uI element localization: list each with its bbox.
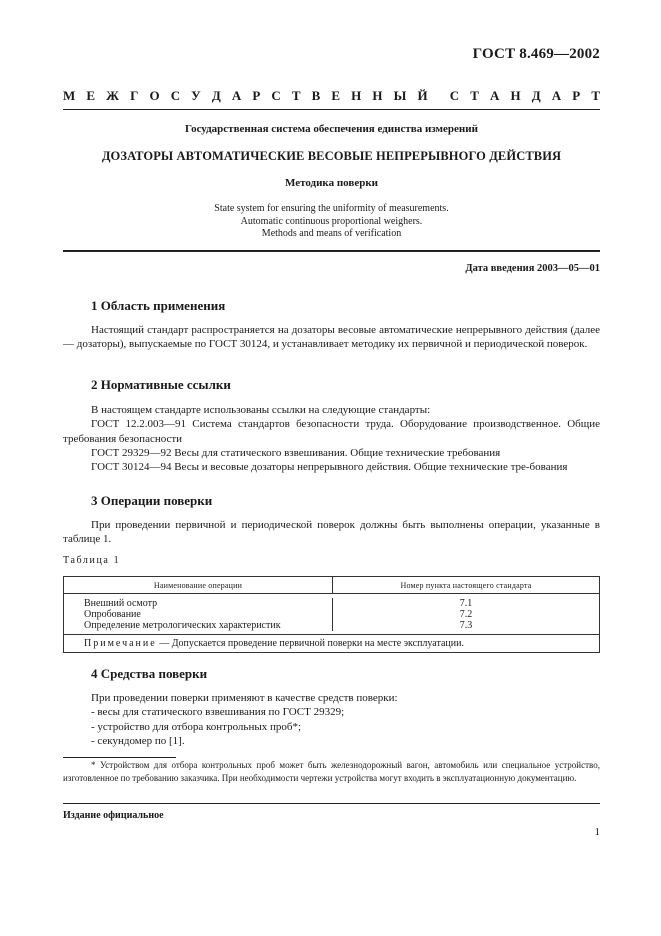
- section-heading-references: 2 Нормативные ссылки: [91, 377, 231, 392]
- document-subtitle: Методика поверки: [284, 177, 379, 189]
- table-header-cell: Номер пункта настоящего стандарта: [400, 580, 532, 590]
- footnote-divider: [63, 757, 176, 758]
- banner-letter: Г: [130, 88, 139, 103]
- banner-letter: Т: [470, 88, 479, 103]
- banner-letter: Т: [291, 88, 301, 103]
- english-title: [63, 203, 600, 241]
- banner-letter: С: [449, 88, 460, 103]
- list-item: - весы для статического взвешивания по ГОСТ 29329;: [91, 706, 345, 719]
- banner-letter: Н: [351, 88, 362, 103]
- table-cell: 7.3: [459, 620, 473, 631]
- reference-item: ГОСТ 29329—92 Весы для статического взвешивания. Общие технические требования: [91, 446, 501, 459]
- english-title-line: State system for ensuring the uniformity of measurements.: [214, 203, 449, 214]
- list-item: - устройство для отбора контрольных проб*;: [91, 720, 302, 733]
- banner-letter: Й: [417, 88, 428, 103]
- list-item: - секундомер по [1].: [91, 734, 185, 747]
- table-note-text: — Допускается проведение первичной поверки на месте эксплуатации.: [156, 638, 464, 649]
- banner-letter: А: [490, 88, 500, 103]
- section-means-text: [63, 691, 600, 748]
- system-title: Государственная система обеспечения единства измерений: [185, 123, 478, 135]
- page-number: 1: [594, 826, 600, 838]
- table-header-cell: Наименование операции: [64, 577, 333, 593]
- reference-item: ГОСТ 12.2.003—91 Система стандартов безопасности труда. Оборудование производственное. Общие требования безопасности: [63, 418, 600, 445]
- operations-table: [63, 576, 600, 653]
- banner-letter: Е: [86, 88, 96, 103]
- banner-letter: О: [149, 88, 160, 103]
- banner-letter: Р: [572, 88, 581, 103]
- footnote: [63, 759, 600, 784]
- table-cell: 7.1: [459, 598, 473, 609]
- english-title-line: Automatic continuous proportional weighers.: [240, 215, 423, 227]
- banner-letter: С: [170, 88, 181, 103]
- introduction-date: Дата введения 2003—05—01: [465, 263, 600, 274]
- table-body: [64, 594, 599, 635]
- banner-letter: Д: [211, 88, 221, 103]
- banner-letter: С: [271, 88, 281, 103]
- title-divider: [63, 250, 600, 252]
- section-scope-text: [63, 323, 600, 352]
- banner-letter: А: [551, 88, 562, 103]
- table-note-label: Примечание: [84, 638, 157, 649]
- banner-letter: Д: [531, 88, 541, 103]
- banner-letter: М: [63, 88, 76, 103]
- banner-letter: Т: [591, 88, 600, 103]
- section-heading-means: 4 Средства поверки: [91, 666, 208, 681]
- paragraph: В настоящем стандарте использованы ссылки на следующие стандарты:: [91, 404, 431, 416]
- section-operations-text: [63, 518, 600, 547]
- section-heading-operations: 3 Операции поверки: [91, 493, 213, 508]
- banner-letter: А: [231, 88, 242, 103]
- table-col-operations: [64, 598, 333, 631]
- banner-letter: Е: [331, 88, 341, 103]
- interstate-standard-banner: [63, 88, 600, 104]
- section-heading-scope: 1 Область применения: [91, 298, 226, 313]
- paragraph: Настоящий стандарт распространяется на дозаторы весовые автоматические непрерывного действия (далее — дозаторы), выпускаемые по ГОСТ 30124, и устанавливает методику их первичной и периодической поверок.: [63, 324, 600, 351]
- banner-letter: Р: [252, 88, 261, 103]
- section-references-text: [63, 403, 600, 474]
- table-header-row: [64, 577, 599, 594]
- english-title-line: Methods and means of verification: [261, 228, 402, 239]
- footer-divider: [63, 803, 600, 804]
- banner-letter: Ы: [393, 88, 407, 103]
- paragraph: При проведении первичной и периодической поверок должны быть выполнены операции, указанные в таблице 1.: [63, 519, 600, 546]
- reference-item: ГОСТ 30124—94 Весы и весовые дозаторы непрерывного действия. Общие технические тре-бования: [91, 461, 568, 474]
- banner-letter: У: [191, 88, 201, 103]
- table-col-items: [333, 598, 599, 631]
- table-cell: Определение метрологических характеристик: [84, 620, 281, 631]
- document-title: ДОЗАТОРЫ АВТОМАТИЧЕСКИЕ ВЕСОВЫЕ НЕПРЕРЫВНОГО ДЕЙСТВИЯ: [101, 149, 562, 163]
- paragraph: При проведении поверки применяют в качестве средств поверки:: [91, 692, 398, 704]
- document-code: ГОСТ 8.469—2002: [472, 46, 600, 62]
- table-caption: Таблица 1: [63, 555, 121, 566]
- banner-letter: Ж: [106, 88, 119, 103]
- top-divider: [63, 109, 600, 110]
- table-cell: 7.2: [459, 609, 473, 620]
- table-cell: Опробование: [84, 609, 141, 620]
- official-edition-label: Издание официальное: [63, 810, 164, 821]
- table-note: [64, 635, 599, 652]
- banner-letter: Н: [372, 88, 383, 103]
- table-cell: Внешний осмотр: [84, 598, 158, 609]
- banner-letter: В: [311, 88, 321, 103]
- banner-letter: Н: [510, 88, 521, 103]
- footnote-text: * Устройством для отбора контрольных проб может быть железнодорожный вагон, автомобиль или специальное устройство, изготовленное по требованию заказчика. При необходимости чертежи устройства могут входить в эксплуатационную документацию.: [63, 760, 600, 783]
